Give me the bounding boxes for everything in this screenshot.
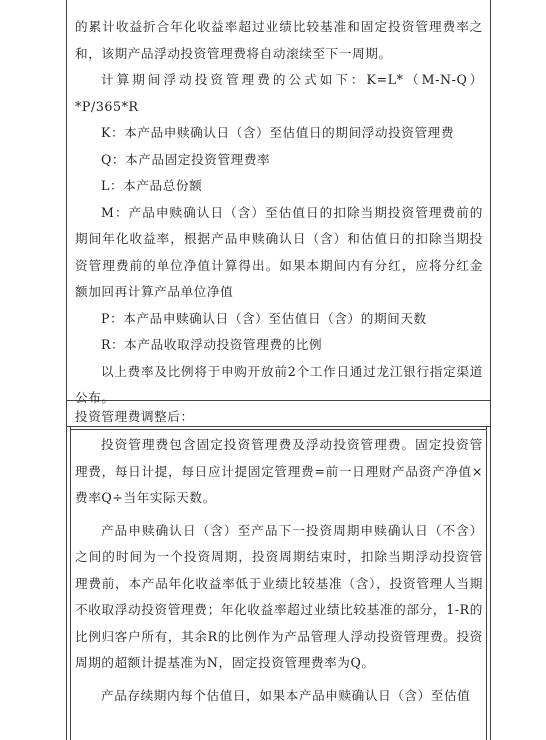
paragraph: 产品申赎确认日（含）至产品下一投资周期申赎确认日（不含）之间的时间为一个投资周期，投资周期结束时，扣除当期浮动投资管理费前，本产品年化收益率低于业绩比较基准（含），投资管理人当期不收取浮动投资管理费；年化收益率超过业绩比较基准的部分，1-R的比例归客户所有，其余R的比例作为产品管理人浮动投资管理费。投资周期的超额计提基准为N，固定投资管理费率为Q。	[75, 522, 483, 670]
definition-q: Q：本产品固定投资管理费率	[101, 151, 271, 167]
section-heading: 投资管理费调整后：	[75, 409, 194, 424]
table-left-border	[66, 0, 67, 740]
definition-k: K：本产品申赎确认日（含）至估值日的期间浮动投资管理费	[101, 125, 455, 140]
definition-r: R：本产品收取浮动投资管理费的比例	[101, 337, 323, 352]
inner-cell-left-border	[70, 426, 71, 740]
definition-l: L：本产品总份额	[101, 178, 203, 193]
paragraph: 投资管理费包含固定投资管理费及浮动投资管理费。固定投资管理费，每日计提，每日应计提固定管理费=前一日理财产品资产净值×费率Q÷当年实际天数。	[75, 437, 483, 505]
table-right-border	[490, 0, 491, 740]
definition-p: P：本产品申赎确认日（含）至估值日（含）的期间天数	[101, 310, 427, 326]
definition-m: M：产品申赎确认日（含）至估值日的扣除当期投资管理费前的期间年化收益率，根据产品申赎确认日（含）和估值日的扣除当期投资管理费前的单位净值计算得出。如果本期间内有分红，应将分红金额加回再计算产品单位净值	[75, 204, 483, 299]
inner-cell-top-border	[70, 429, 487, 430]
adjusted-fee-section	[75, 432, 483, 709]
paragraph: 的累计收益折合年化收益率超过业绩比较基准和固定投资管理费率之和，该期产品浮动投资管理费将自动滚续至下一周期。	[75, 19, 483, 61]
announcement-paragraph: 以上费率及比例将于申购开放前2个工作日通过龙江银行指定渠道公布。	[75, 363, 483, 405]
formula-paragraph: 计算期间浮动投资管理费的公式如下：K=L*（M-N-Q）*P/365*R	[75, 72, 483, 114]
paragraph: 产品存续期内每个估值日，如果本产品申赎确认日（含）至估值	[101, 687, 471, 703]
inner-cell-right-border	[486, 426, 487, 740]
fee-formula-section	[75, 14, 483, 412]
